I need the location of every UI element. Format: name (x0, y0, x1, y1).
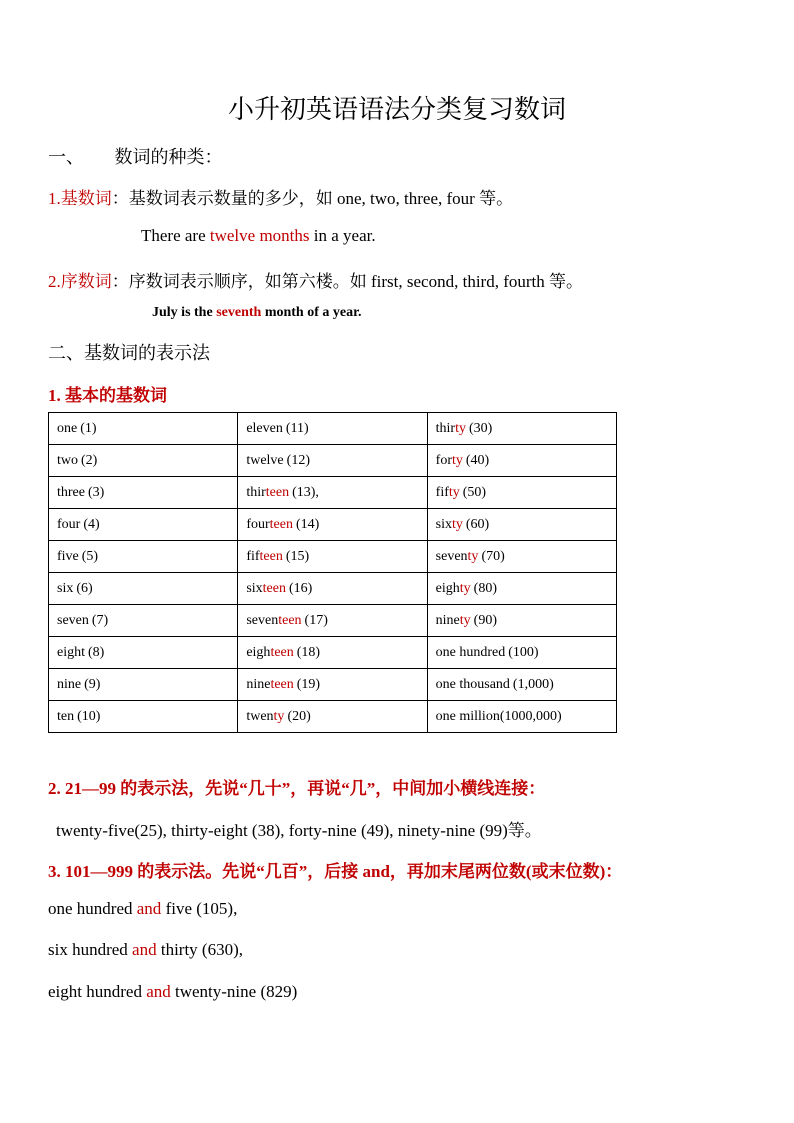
number-suffix: ty (459, 612, 471, 628)
page-title: 小升初英语语法分类复习数词 (227, 95, 566, 124)
table-row (49, 605, 617, 637)
number-suffix: ty (455, 420, 466, 436)
number-value: (50) (462, 484, 487, 500)
cardinal-colon: ： (111, 189, 129, 208)
ordinal-definition (48, 267, 583, 292)
example-text: five (105), (161, 899, 238, 918)
number-suffix: teen (269, 516, 293, 532)
table-cell (238, 701, 427, 733)
example-text: one hundred (48, 899, 137, 918)
table-row (49, 477, 617, 509)
number-word: six (246, 580, 263, 596)
table-cell (238, 605, 427, 637)
number-value: (11) (285, 420, 309, 436)
number-word: one million(1000,000) (435, 708, 562, 724)
table-row (49, 445, 617, 477)
number-suffix: teen (259, 548, 283, 564)
hundreds-example (48, 899, 237, 919)
number-suffix: teen (270, 676, 294, 692)
number-word: eight (57, 644, 85, 660)
number-value: (10) (77, 708, 101, 724)
number-word: two (57, 452, 78, 468)
number-value: (1,000) (512, 676, 554, 692)
cardinal-description: 基数词表示数量的多少，如 one, two, three, four 等。 (128, 189, 514, 208)
example-text: July is the (152, 305, 217, 320)
number-value: (4) (83, 516, 100, 532)
number-suffix: teen (265, 484, 290, 500)
cardinal-table (48, 412, 617, 733)
table-cell (427, 637, 616, 669)
number-value: (20) (287, 708, 311, 724)
number-word: one (57, 420, 78, 436)
table-cell (238, 541, 427, 573)
number-word: nine (435, 612, 460, 628)
ordinal-example (152, 305, 362, 321)
number-value: (80) (473, 580, 497, 596)
number-value: (100) (508, 644, 539, 660)
number-word: four (246, 516, 270, 532)
table-cell (49, 445, 238, 477)
table-row (49, 541, 617, 573)
number-value: (13), (292, 484, 319, 500)
number-word: seven (435, 548, 468, 564)
number-value: (17) (304, 612, 328, 628)
table-cell (427, 605, 616, 637)
table-cell (49, 637, 238, 669)
number-value: (90) (473, 612, 497, 628)
table-cell (238, 445, 427, 477)
number-word: seven (246, 612, 279, 628)
table-cell (427, 413, 616, 445)
number-suffix: ty (459, 580, 471, 596)
subheading-21-99: 2. 21—99 的表示法，先说“几十”，再说“几”，中间加小横线连接： (48, 779, 546, 798)
cardinal-label: 基数词 (60, 189, 112, 208)
number-value: (6) (76, 580, 93, 596)
table-cell (427, 573, 616, 605)
table-cell (49, 573, 238, 605)
number-word: twelve (246, 452, 284, 468)
table-cell (238, 637, 427, 669)
section-heading-2: 二、基数词的表示法 (48, 343, 210, 363)
table-row (49, 509, 617, 541)
number-suffix: ty (448, 484, 460, 500)
number-value: (12) (286, 452, 310, 468)
number-word: nine (246, 676, 271, 692)
number-value: (70) (481, 548, 505, 564)
table-cell (427, 477, 616, 509)
table-cell (238, 669, 427, 701)
number-word: eigh (435, 580, 460, 596)
section-label: 数词的种类： (114, 147, 223, 167)
table-cell (49, 509, 238, 541)
table-cell (238, 573, 427, 605)
number-word: fif (435, 484, 449, 500)
number-word: eleven (246, 420, 283, 436)
table-row (49, 669, 617, 701)
cardinal-definition (48, 184, 513, 209)
tens-examples: twenty-five(25), thirty-eight (38), forty-nine (49), ninety-nine (99)等。 (56, 821, 542, 840)
example-text: six hundred (48, 940, 133, 959)
number-word: one thousand (435, 676, 510, 692)
number-word: nine (57, 676, 82, 692)
table-cell (49, 541, 238, 573)
section-number: 一、 (48, 147, 84, 167)
example-text: eight hundred (48, 982, 147, 1001)
section-heading-1 (48, 143, 223, 169)
number-word: ten (57, 708, 75, 724)
table-row (49, 413, 617, 445)
table-cell (427, 541, 616, 573)
example-text: There are (141, 226, 210, 245)
example-highlight: seventh (216, 305, 262, 320)
number-word: three (57, 484, 85, 500)
table-cell (49, 701, 238, 733)
example-highlight: and (146, 982, 171, 1001)
number-suffix: teen (270, 644, 294, 660)
number-word: eigh (246, 644, 271, 660)
table-cell (49, 413, 238, 445)
number-suffix: ty (452, 516, 463, 532)
table-cell (427, 445, 616, 477)
number-word: five (57, 548, 79, 564)
subheading-basic-cardinals: 1. 基本的基数词 (48, 386, 167, 405)
cardinal-example (141, 226, 376, 246)
number-value: (7) (91, 612, 109, 628)
ordinal-number: 2. (48, 272, 61, 291)
table-cell (49, 669, 238, 701)
number-suffix: ty (467, 548, 479, 564)
ordinal-description: 序数词表示顺序，如第六楼。如 first, second, third, fourth 等。 (128, 272, 583, 291)
cardinal-number: 1. (48, 189, 61, 208)
table-row (49, 701, 617, 733)
number-word: one hundred (435, 644, 506, 660)
number-value: (8) (88, 644, 105, 660)
number-suffix: teen (262, 580, 286, 596)
table-cell (427, 669, 616, 701)
ordinal-label: 序数词 (60, 272, 112, 291)
example-text: in a year. (309, 226, 376, 245)
ordinal-colon: ： (111, 272, 129, 291)
table-cell (238, 413, 427, 445)
number-word: twen (246, 708, 274, 724)
number-suffix: teen (278, 612, 302, 628)
example-highlight: twelve months (209, 226, 310, 245)
example-highlight: and (136, 899, 162, 918)
number-suffix: ty (273, 708, 285, 724)
table-cell (427, 701, 616, 733)
number-word: seven (57, 612, 89, 628)
number-word: six (57, 580, 74, 596)
table-cell (49, 477, 238, 509)
number-word: thir (435, 420, 456, 436)
number-value: (18) (296, 644, 321, 660)
number-value: (15) (285, 548, 310, 564)
number-word: four (57, 516, 81, 532)
number-value: (16) (289, 580, 313, 596)
number-value: (3) (87, 484, 105, 500)
number-value: (9) (84, 676, 101, 692)
example-text: thirty (630), (156, 940, 243, 959)
hundreds-example (48, 982, 297, 1002)
number-word: six (435, 516, 452, 532)
table-cell (238, 477, 427, 509)
subheading-101-999: 3. 101—999 的表示法。先说“几百”，后接 and，再加末尾两位数(或末位数)： (48, 862, 623, 881)
example-text: month of a year. (261, 305, 362, 320)
table-cell (427, 509, 616, 541)
number-value: (14) (295, 516, 320, 532)
hundreds-example (48, 940, 243, 960)
example-text: twenty-nine (829) (170, 982, 298, 1001)
number-value: (19) (296, 676, 321, 692)
table-cell (49, 605, 238, 637)
number-value: (5) (81, 548, 99, 564)
number-value: (1) (80, 420, 97, 436)
number-value: (30) (469, 420, 493, 436)
number-suffix: ty (451, 452, 463, 468)
number-word: thir (246, 484, 266, 500)
number-value: (40) (465, 452, 490, 468)
number-value: (2) (81, 452, 98, 468)
table-row (49, 637, 617, 669)
number-word: for (435, 452, 452, 468)
table-row (49, 573, 617, 605)
example-highlight: and (132, 940, 157, 959)
number-word: fif (246, 548, 260, 564)
table-cell (238, 509, 427, 541)
number-value: (60) (465, 516, 490, 532)
